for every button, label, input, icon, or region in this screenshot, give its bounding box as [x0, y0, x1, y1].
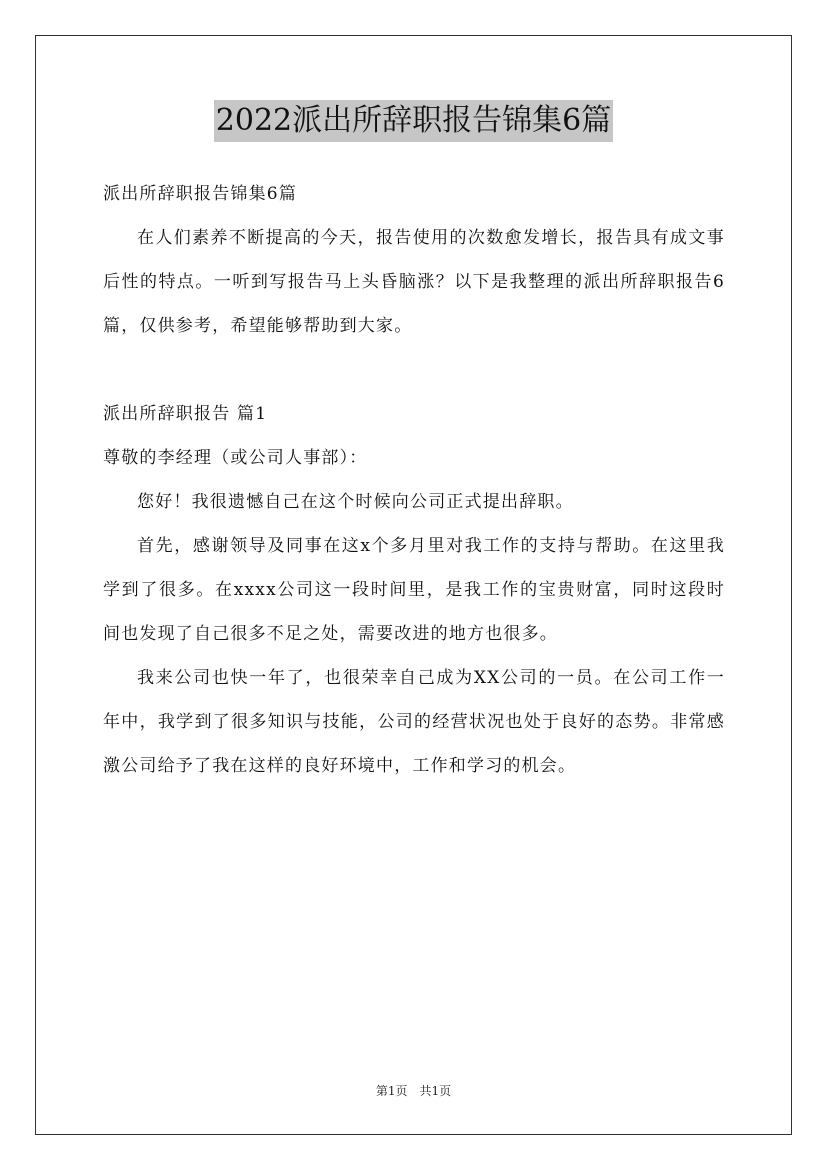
page-footer: 第1页 共1页	[375, 1084, 452, 1098]
body-paragraph-1: 您好！我很遗憾自己在这个时候向公司正式提出辞职。	[137, 492, 574, 512]
spacer	[103, 348, 725, 392]
intro-paragraph: 在人们素养不断提高的今天，报告使用的次数愈发增长，报告具有成文事后性的特点。一听到写报告马上头昏脑涨？以下是我整理的派出所辞职报告6篇，仅供参考，希望能够帮助到大家。	[103, 228, 725, 336]
subtitle: 派出所辞职报告锦集6篇	[103, 184, 298, 204]
document-body	[103, 172, 725, 788]
salutation: 尊敬的李经理（或公司人事部）：	[103, 448, 368, 468]
section-heading: 派出所辞职报告 篇1	[103, 404, 268, 424]
document-title-wrapper	[0, 100, 827, 142]
document-title: 2022派出所辞职报告锦集6篇	[214, 100, 613, 142]
body-paragraph-3: 我来公司也快一年了，也很荣幸自己成为XX公司的一员。在公司工作一年中，我学到了很多知识与技能，公司的经营状况也处于良好的态势。非常感激公司给予了我在这样的良好环境中，工作和学习的机会。	[103, 668, 725, 776]
body-paragraph-2: 首先，感谢领导及同事在这x个多月里对我工作的支持与帮助。在这里我学到了很多。在xxxx公司这一段时间里，是我工作的宝贵财富，同时这段时间也发现了自己很多不足之处，需要改进的地方也很多。	[103, 536, 725, 644]
